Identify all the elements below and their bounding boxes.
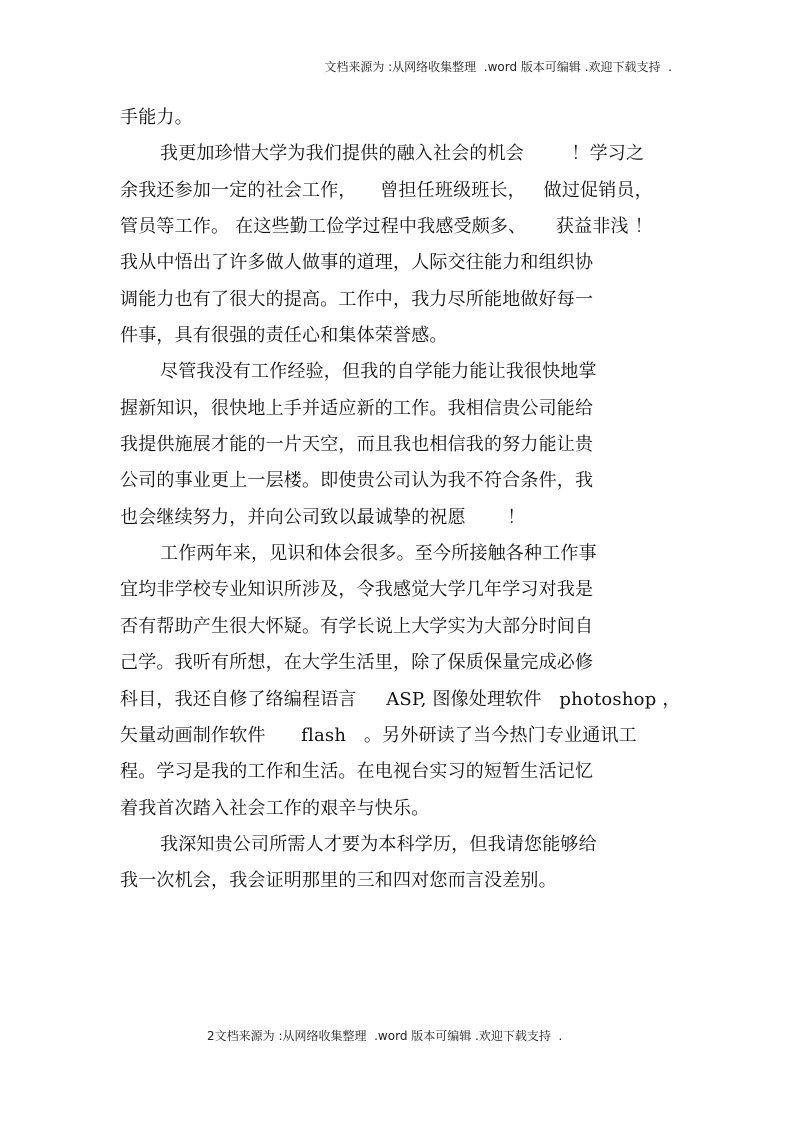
text-line: 余我还参加一定的社会工作， 曾担任班级班长， 做过促销员， bbox=[120, 179, 653, 201]
text-line: 件事，具有很强的责任心和集体荣誉感。 bbox=[120, 325, 448, 347]
text-line: 我深知贵公司所需人才要为本科学历，但我请您能够给 bbox=[160, 833, 597, 855]
page-footer: 2文档来源为 :从网络收集整理 .word 版本可编辑 .欢迎下载支持 . bbox=[207, 1029, 563, 1043]
text-line: 我一次机会，我会证明那里的三和四对您而言没差别。 bbox=[120, 870, 557, 892]
text-line: 否有帮助产生很大怀疑。有学长说上大学实为大部分时间自 bbox=[120, 615, 594, 637]
page-header: 文档来源为 :从网络收集整理 .word 版本可编辑 .欢迎下载支持 . bbox=[324, 60, 672, 74]
text-line: 管员等工作。 在这些勤工俭学过程中我感受颇多、 获益非浅 ！ bbox=[120, 216, 653, 238]
text-line: 我更加珍惜大学为我们提供的融入社会的机会 ！学习之 bbox=[160, 143, 645, 165]
text-line: 科目，我还自修了络编程语言 ASP, 图像处理软件 photoshop ， bbox=[120, 688, 681, 710]
text-line: 握新知识，很快地上手并适应新的工作。我相信贵公司能给 bbox=[120, 397, 594, 419]
text-line: 程。学习是我的工作和生活。在电视台实习的短暂生活记忆 bbox=[120, 761, 594, 783]
text-line: 也会继续努力，并向公司致以最诚挚的祝愿 ！ bbox=[120, 506, 526, 528]
text-line: 工作两年来，见识和体会很多。至今所接触各种工作事 bbox=[160, 543, 597, 565]
text-line: 着我首次踏入社会工作的艰辛与快乐。 bbox=[120, 797, 430, 819]
text-line: 宜均非学校专业知识所涉及，令我感觉大学几年学习对我是 bbox=[120, 579, 594, 601]
text-line: 我提供施展才能的一片天空，而且我也相信我的努力能让贵 bbox=[120, 434, 594, 456]
text-line: 己学。我听有所想，在大学生活里，除了保质保量完成必修 bbox=[120, 652, 594, 674]
text-line: 调能力也有了很大的提高。工作中，我力尽所能地做好每一 bbox=[120, 288, 594, 310]
text-line: 尽管我没有工作经验，但我的自学能力能让我很快地掌 bbox=[160, 361, 597, 383]
text-line: 我从中悟出了许多做人做事的道理，人际交往能力和组织协 bbox=[120, 252, 594, 274]
text-line: 矢量动画制作软件 flash 。另外研读了当今热门专业通讯工 bbox=[120, 724, 637, 746]
text-line: 公司的事业更上一层楼。即使贵公司认为我不符合条件，我 bbox=[120, 470, 594, 492]
document-body bbox=[120, 100, 680, 900]
text-line: 手能力。 bbox=[120, 107, 193, 128]
